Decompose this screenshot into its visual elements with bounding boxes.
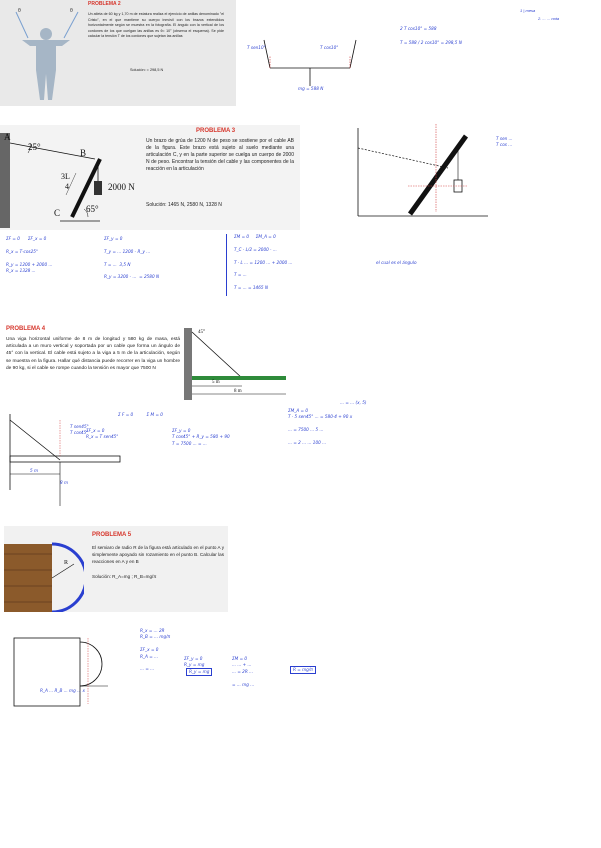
crane-label-b: B (80, 148, 87, 158)
svg-text:θ: θ (70, 8, 73, 14)
hw-p4-col1: ΣF_x = 0 R_x = T sen45° (86, 428, 119, 440)
hw-p3-col3: ΣM = 0 ΣM_A = 0 T_C · L/2 = 2000 · ... T · L ... = 1200 ... + 2000 ... T = ... T = ... = 1465 N (234, 234, 293, 291)
problem-3-solution: Solución: 1465 N, 2580 N, 1328 N (146, 202, 222, 208)
hw-mg: mg = 588 N (298, 86, 324, 91)
hw-p4-side: T sen45° T cos45° (70, 424, 89, 436)
problem-5-title: PROBLEMA 5 (92, 532, 132, 538)
semicircle-label-r: R (64, 560, 69, 566)
hw-p4-top: Σ F = 0 Σ M = 0 (118, 412, 163, 417)
corner-note-1: 1 | mesa (520, 8, 536, 13)
gymnast-figure (6, 4, 86, 104)
problem-3-title: PROBLEMA 3 (196, 128, 236, 134)
hw-p4-dim: 5 m (30, 468, 39, 473)
beam-d2: 8 m (234, 389, 242, 394)
problem-4-sketch (0, 410, 130, 510)
hw-p5-boxed2: R = mg/π (290, 666, 316, 674)
problem-2-title: PROBLEMA 2 (88, 1, 121, 7)
beam-d1: 5 m (212, 380, 220, 385)
hw-p3-divider (226, 234, 227, 296)
hw-p4-dim2: 8 m (60, 480, 69, 485)
crane-label-a: A (4, 132, 11, 142)
semicircle-figure (4, 530, 84, 612)
problem-5-sketch (4, 634, 124, 714)
crane-angle-bottom: 65° (86, 204, 99, 214)
hw-result-2: T = 588 / 2 cos10° = 298,5 N (400, 40, 462, 45)
hw-p5-col2: ΣF_y = 0 R_y = mg (184, 656, 205, 668)
hw-p5-col3: ΣM = 0 ... ... + ... ... = 2R ... = ... mg ... (232, 656, 255, 687)
hw-p3-col1: ΣF = 0 ΣF_x = 0 R_x = T·cos25° R_y = 1200 + 2000 ... R_x = 1328 ... (6, 236, 53, 274)
problem-2-solution: Solución: = 298,5 N (130, 68, 164, 72)
crane-figure (0, 125, 145, 230)
hw-p4-col3: ΣM_A = 0 T · 5 sen45° ... = 580·4 + 90 x ... = 7500 ... 5 ... ... = 2 ... ... 100 ... (288, 408, 353, 446)
problem-5-solution: Solución: R_A=mg ; R_B=mg/π (92, 574, 157, 579)
crane-angle-top: 25° (28, 142, 41, 152)
problem-4-title: PROBLEMA 4 (6, 326, 46, 332)
beam-angle: 45° (198, 330, 205, 335)
hw-sum-2: 2 T cos10° = 588 (400, 26, 437, 31)
hw-t-cos: T cos10° (320, 45, 339, 50)
hw-p3-col2: ΣF_y = 0 T_y = ... 1200 - R_y ... T = ... 3,5 N R_y = 3200 - ... = 2580 N (104, 236, 160, 280)
crane-frac-num: 3L (61, 172, 70, 181)
hw-p3-side: T sen ... T cos ... (496, 136, 513, 148)
problem-3-sketch (348, 122, 498, 222)
hw-p5-fig: R_A ... R_B ... mg ... x (40, 688, 85, 693)
hw-p4-col2: ΣF_y = 0 T cos45° + R_y = 580 + 90 T = 7500 ... = ... (172, 428, 230, 446)
problem-2-text: Un atleta de 60 kg y 1,70 m de estatura realiza el ejercicio de anillas denominado "el Cristo", en el que mantiene su cuerpo inmóvil con los brazos extendidos horizontalmente según se muestra en la fotografía. El ángulo con la vertical de los cordones de los que cuelgan las anillas es θ= 10° (observa el esquema). Se pide calcular la tensión T de los cordones que sujetan las anillas (88, 12, 224, 39)
hw-p4-res: ... = ... (x, 5) (340, 400, 367, 405)
crane-weight: 2000 N (108, 182, 135, 192)
corner-note-2: 2. ... ... nota (538, 16, 560, 21)
hw-t-sen: T sen10° (247, 45, 266, 50)
hw-p3-note: el cual es el ángulo (376, 260, 417, 265)
svg-text:θ: θ (18, 8, 21, 14)
problem-4-text: Una viga horizontal uniforme de 8 m de longitud y 580 kg de masa, está articulada a un muro vertical y soportada por un cable que forma un ángulo de 45° con la vertical. El cable está sujeto a la viga a 5 m de la articulación, según se muestra en la figura. Hallar qué distancia puede recorrer en la viga un hombre de 90 kg, si el cable se rompe cuando la tensión es mayor que 7500 N (6, 337, 180, 371)
hw-p5-col1: R_x = ... 2R R_B = ... mg/π ΣF_x = 0 R_A = ... ... = ... (140, 628, 171, 672)
problem-3-text: Un brazo de grúa de 1200 N de peso se sostiene por el cable AB de la figura. Este brazo está sujeto al suelo mediante una articulación C, y en la parte superior se cuelga un cuerpo de 2000 N de peso. Encontrar la tensión del cable y las componentes de la reacción en la articulación (146, 138, 294, 172)
crane-frac-den: 4 (65, 182, 69, 191)
hw-p5-boxed1: R_y = mg (186, 668, 212, 676)
problem-5-text: El semiaro de radio R de la figura está articulado en el punto A y simplemente apoyado sin rozamiento en el punto B. Calcular las reacciones en A y en B (92, 545, 224, 564)
crane-label-c: C (54, 208, 61, 218)
